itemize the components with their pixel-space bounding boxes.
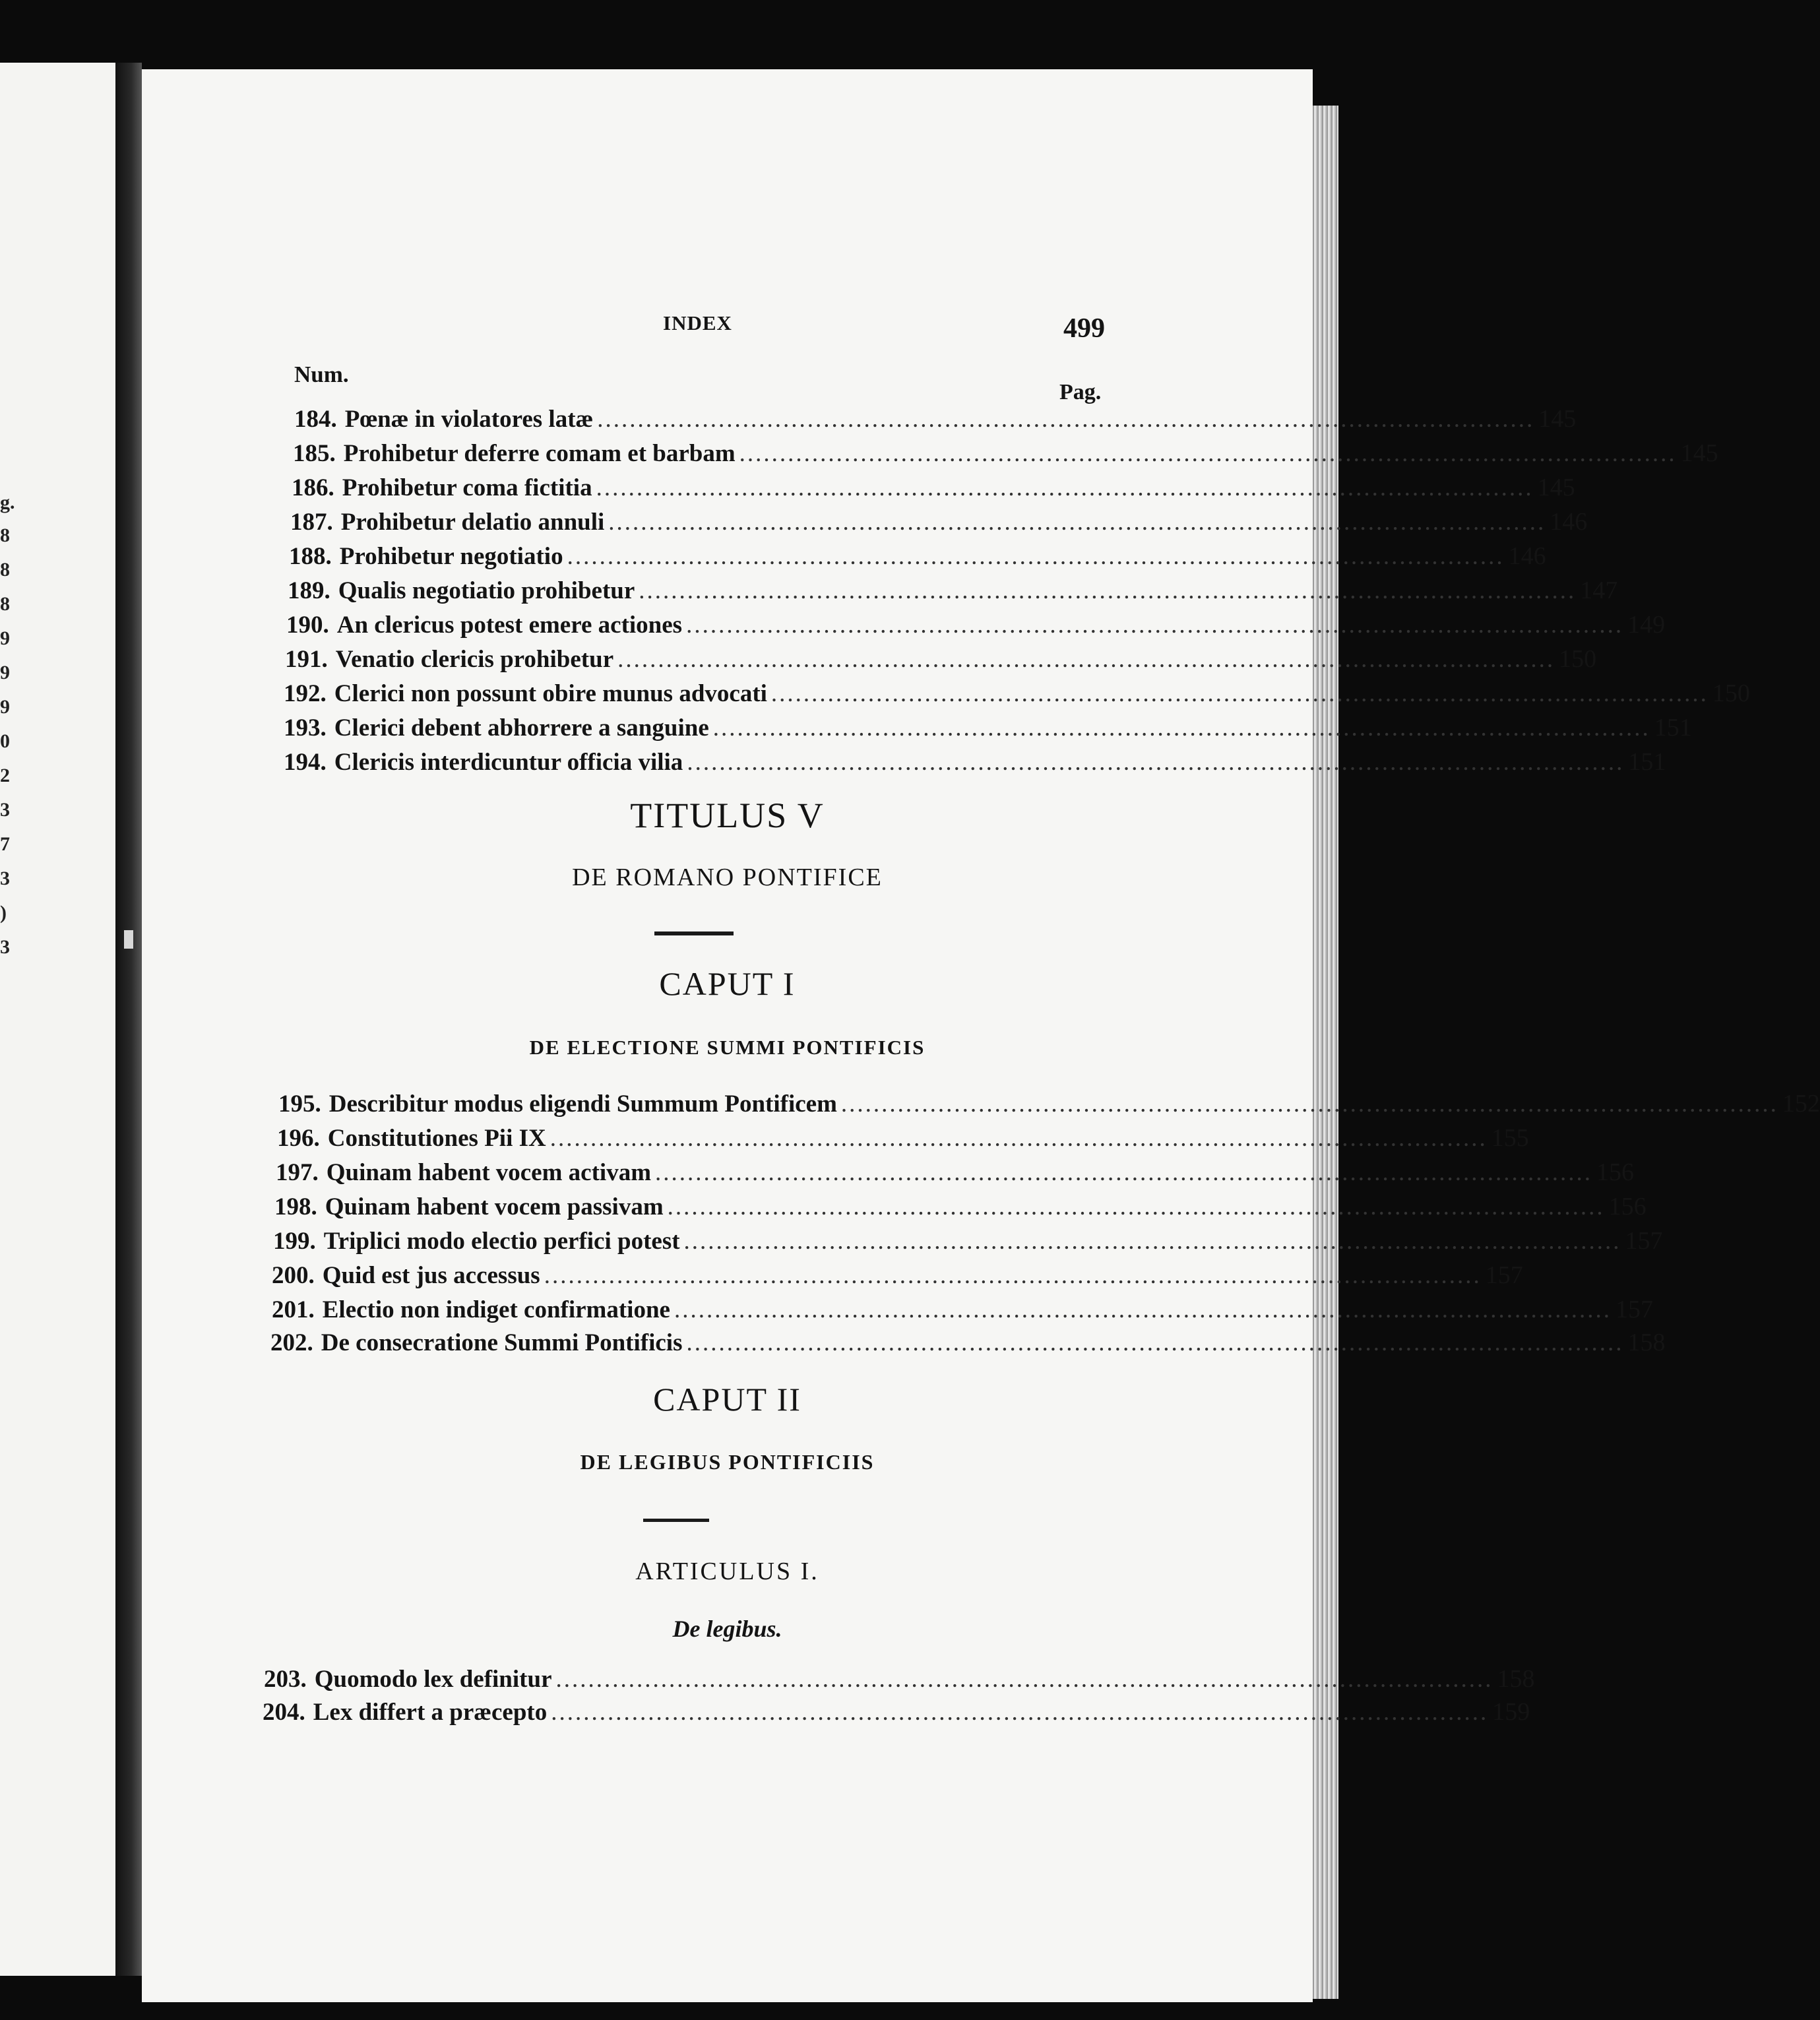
entry-page: 149 [1627,611,1666,639]
entry-number: 196. [277,1125,320,1152]
index-entry [284,747,1666,778]
titulus-subheading: DE ROMANO PONTIFICE [572,864,883,891]
caput-2-subheading: DE LEGIBUS PONTIFICIIS [580,1450,875,1474]
leader-dots: .................................................................................................................... [567,543,1505,570]
leader-dots: .................................................................................................................... [770,680,1709,707]
entry-page: 155 [1491,1124,1529,1152]
index-entry [263,1697,1530,1728]
leader-dots: .................................................................................................................... [739,440,1677,467]
entry-number: 199. [273,1228,316,1255]
entry-number: 201. [272,1296,315,1323]
left-page-char: 2 [0,765,10,786]
left-page-char: 8 [0,593,10,615]
leader-dots: .................................................................................................................... [597,406,1535,433]
entry-title: Clericis interdicuntur officia vilia [334,749,683,776]
entry-number: 200. [272,1262,315,1289]
book-gutter [115,63,142,1976]
entry-number: 185. [293,440,336,467]
entry-number: 198. [274,1193,317,1220]
entry-page: 157 [1485,1261,1523,1289]
index-entry [272,1294,1653,1325]
leader-dots: .................................................................................................................... [667,1193,1605,1220]
entry-number: 189. [288,577,330,604]
leader-dots: .................................................................................................................... [549,1125,1488,1152]
entry-number: 188. [289,543,332,570]
left-page-char: 8 [0,559,10,581]
entry-title: Qualis negotiatio prohibetur [338,577,635,604]
pag-column-label: Pag. [1059,380,1102,404]
leader-dots: .................................................................................................................... [712,714,1650,742]
index-entry [286,610,1666,641]
left-page-fragment [0,63,115,1976]
index-entry [276,1157,1635,1188]
entry-page: 158 [1497,1665,1535,1693]
entry-page: 150 [1712,679,1750,707]
leader-dots: .................................................................................................................... [544,1262,1482,1289]
index-entry [289,541,1546,572]
left-page-char: 3 [0,868,10,889]
index-entry [288,575,1618,606]
index-entry [274,1191,1647,1222]
entry-title: Clerici non possunt obire munus advocati [334,680,767,707]
leader-dots: .................................................................................................................... [608,509,1546,536]
index-entry [278,1089,1820,1120]
leader-dots: .................................................................................................................... [683,1228,1621,1255]
entry-page: 158 [1627,1329,1666,1356]
entry-number: 192. [284,680,327,707]
index-entry [284,678,1750,709]
entry-page: 156 [1596,1158,1635,1186]
entry-title: Triplici modo electio perfici potest [323,1228,680,1255]
entry-title: Lex differt a præcepto [313,1699,548,1726]
leader-dots: .................................................................................................................... [551,1699,1489,1726]
entry-page: 159 [1492,1698,1530,1726]
entry-title: Quinam habent vocem activam [326,1159,652,1186]
leader-dots: .................................................................................................................... [686,1329,1624,1356]
articulus-subheading: De legibus. [672,1616,782,1642]
entry-page: 151 [1654,714,1692,742]
left-page-char: 9 [0,627,10,649]
entry-page: 151 [1628,748,1666,776]
left-page-char: 8 [0,524,10,546]
section-rule [643,1519,709,1522]
page-number: 499 [1063,313,1105,344]
entry-number: 195. [278,1090,321,1118]
caput-1-heading: CAPUT I [659,965,796,1002]
index-entry [294,404,1577,435]
leader-dots: .................................................................................................................... [555,1666,1493,1693]
entry-title: Quinam habent vocem passivam [325,1193,664,1220]
entry-number: 194. [284,749,327,776]
section-rule [654,931,734,935]
entry-number: 190. [286,612,329,639]
entry-page: 147 [1580,577,1618,604]
entry-title: Prohibetur delatio annuli [340,509,605,536]
index-entry [292,472,1575,503]
entry-page: 145 [1538,405,1577,433]
entry-page: 152 [1782,1090,1820,1118]
leader-dots: .................................................................................................................... [596,474,1534,501]
entry-title: Quomodo lex definitur [314,1666,552,1693]
entry-number: 202. [270,1329,313,1356]
entry-title: Pœnæ in violatores latæ [344,406,594,433]
index-entry [273,1226,1663,1257]
leader-dots: .................................................................................................................... [655,1159,1593,1186]
entry-number: 193. [284,714,327,742]
entry-page: 146 [1550,508,1588,536]
entry-number: 204. [263,1699,305,1726]
entry-title: Prohibetur negotiatio [339,543,563,570]
entry-number: 191. [285,646,328,673]
left-page-char: 3 [0,799,10,821]
leader-dots: .................................................................................................................... [674,1296,1612,1323]
entry-title: An clericus potest emere actiones [336,612,683,639]
entry-page: 157 [1615,1296,1653,1323]
entry-number: 186. [292,474,334,501]
entry-page: 146 [1508,542,1546,570]
entry-title: Clerici debent abhorrere a sanguine [334,714,709,742]
leader-dots: .................................................................................................................... [687,749,1625,776]
entry-title: Venatio clericis prohibetur [335,646,614,673]
entry-page: 156 [1608,1193,1647,1220]
entry-title: Electio non indiget confirmatione [322,1296,670,1323]
index-entry [264,1664,1535,1695]
entry-title: Constitutiones Pii IX [327,1125,546,1152]
index-entry [277,1123,1529,1154]
index-entry [270,1327,1666,1358]
leader-dots: .................................................................................................................... [840,1090,1778,1118]
entry-page: 150 [1559,645,1597,673]
entry-number: 203. [264,1666,307,1693]
left-page-char: ) [0,902,7,924]
entry-title: Quid est jus accessus [322,1262,540,1289]
entry-title: Prohibetur coma fictitia [342,474,592,501]
binding-mark [124,930,133,949]
left-page-char: 9 [0,662,10,683]
leader-dots: .................................................................................................................... [617,646,1555,673]
entry-page: 145 [1680,439,1718,467]
leader-dots: .................................................................................................................... [686,612,1624,639]
entry-title: Prohibetur deferre comam et barbam [343,440,736,467]
caput-1-subheading: DE ELECTIONE SUMMI PONTIFICIS [529,1036,926,1059]
left-page-char: 0 [0,730,10,752]
left-page-char: g. [0,491,15,513]
titulus-heading: TITULUS V [630,796,825,835]
left-page-char: 7 [0,833,10,855]
index-entry [285,644,1597,675]
index-entry [284,712,1692,743]
num-column-label: Num. [294,362,349,387]
entry-number: 197. [276,1159,319,1186]
index-entry [290,507,1588,538]
left-page-char: 3 [0,936,10,958]
left-page-char: 9 [0,696,10,718]
index-entry [293,438,1718,469]
entry-number: 187. [290,509,333,536]
entry-number: 184. [294,406,337,433]
caput-2-heading: CAPUT II [653,1381,801,1418]
entry-page: 145 [1537,474,1575,501]
articulus-heading: ARTICULUS I. [635,1558,819,1585]
running-head: INDEX [663,311,732,334]
entry-title: De consecratione Summi Pontificis [321,1329,683,1356]
entry-title: Describitur modus eligendi Summum Pontificem [329,1090,837,1118]
entry-page: 157 [1625,1227,1663,1255]
index-entry [272,1260,1523,1291]
leader-dots: .................................................................................................................... [639,577,1577,604]
